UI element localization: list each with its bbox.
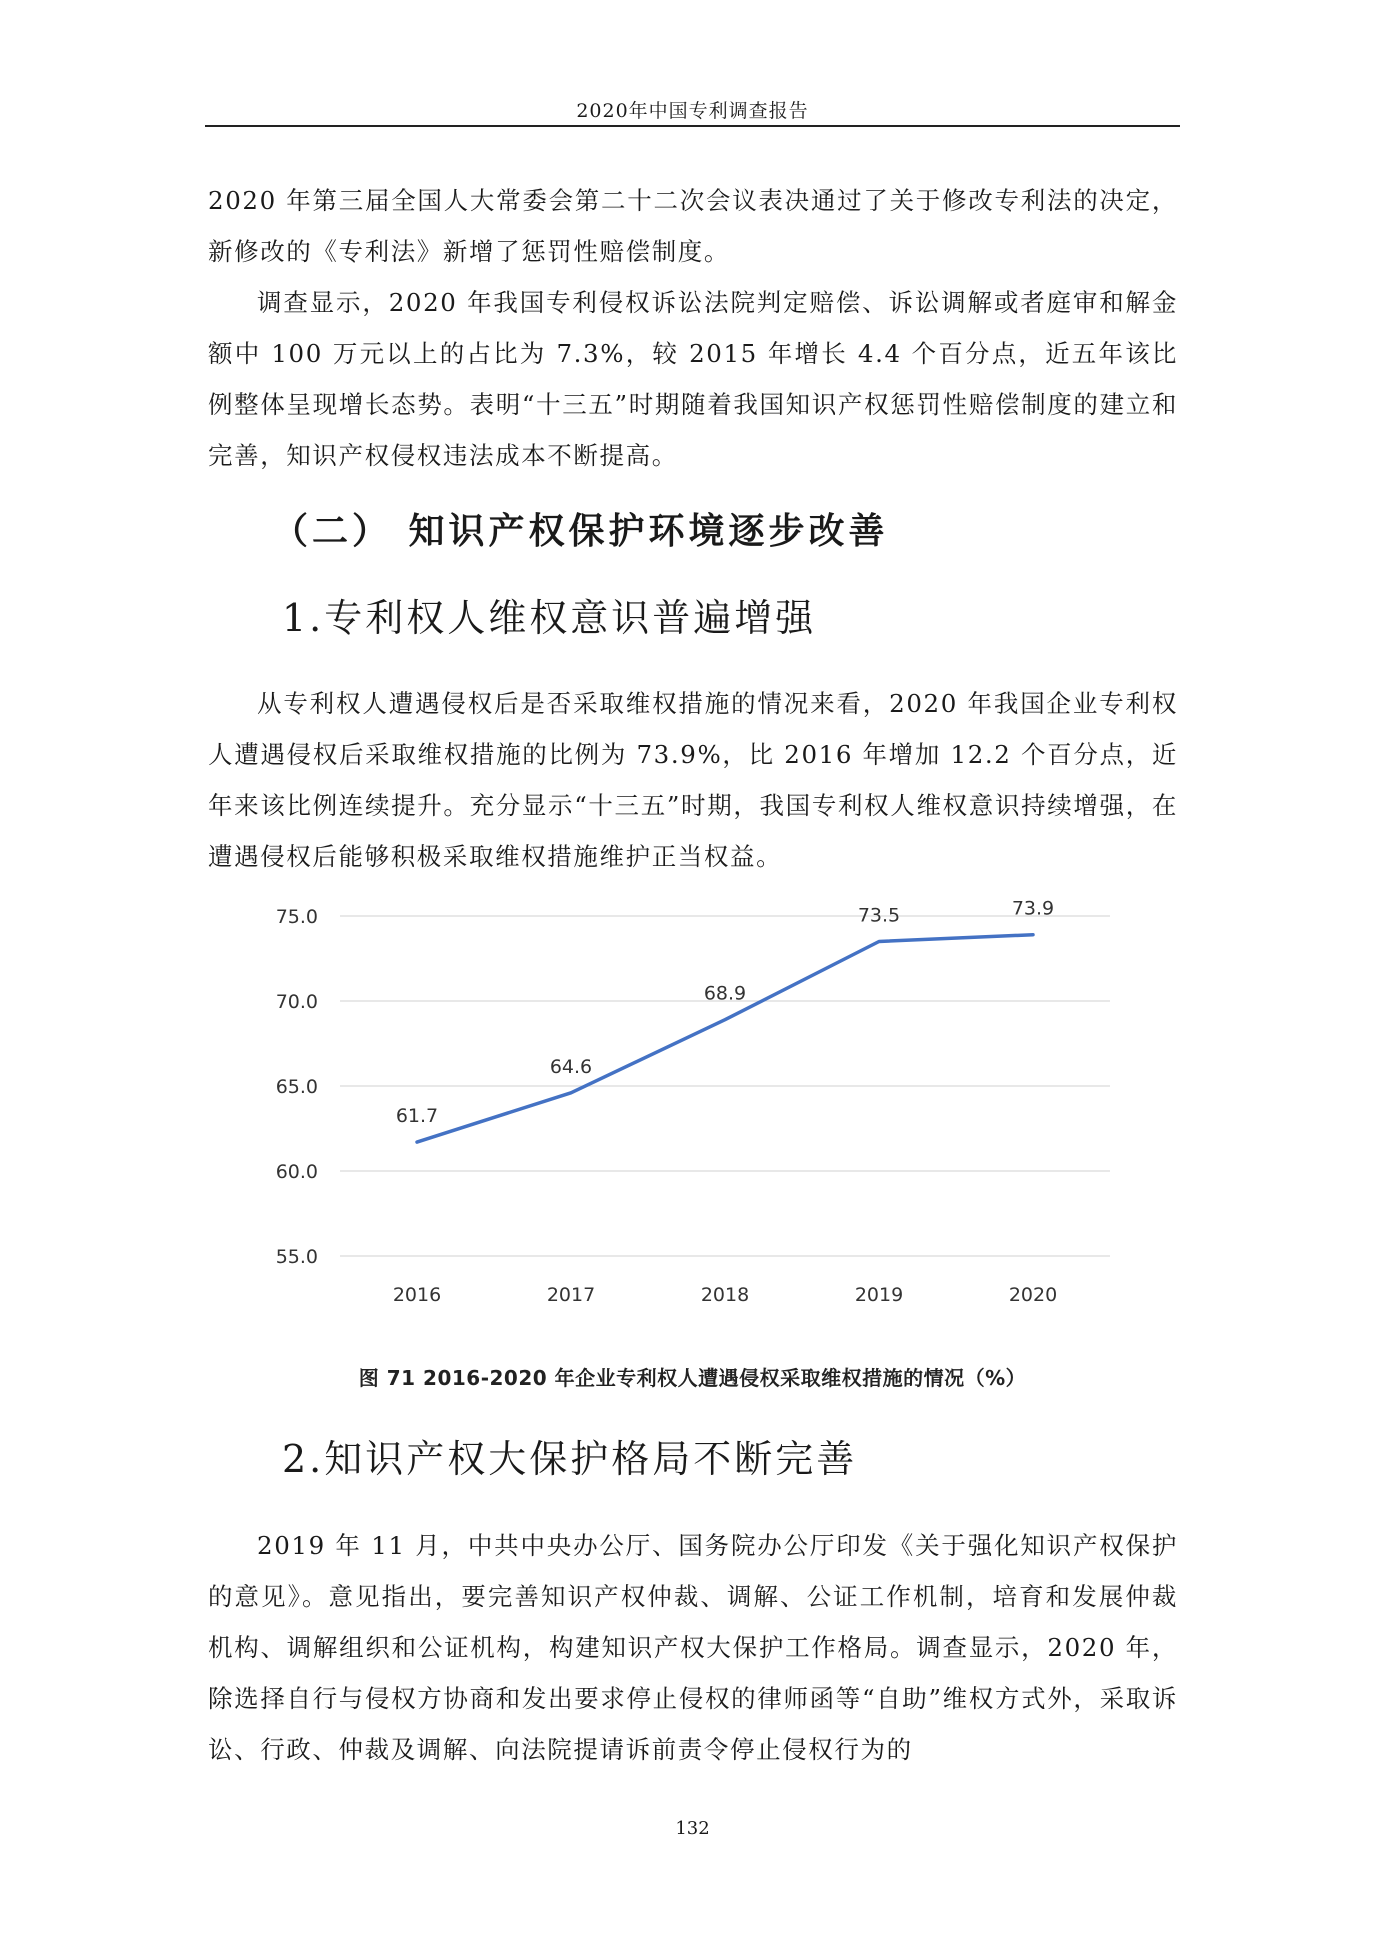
data-label: 68.9	[703, 982, 747, 1005]
y-tick-label: 70.0	[275, 991, 318, 1013]
header-rule	[205, 125, 1180, 127]
x-tick-label: 2019	[854, 1284, 904, 1306]
y-tick-label: 65.0	[275, 1076, 318, 1098]
x-tick-label: 2020	[1008, 1284, 1058, 1306]
data-label: 64.6	[549, 1055, 593, 1078]
x-tick-label: 2016	[392, 1284, 442, 1306]
data-label: 73.9	[1011, 897, 1055, 920]
page-number: 132	[675, 1818, 710, 1839]
x-tick-label: 2017	[546, 1284, 596, 1306]
line-chart	[260, 878, 1120, 1318]
paragraph-2: 调查显示，2020 年我国专利侵权诉讼法院判定赔偿、诉讼调解或者庭审和解金额中 100 万元以上的占比为 7.3%，较 2015 年增长 4.4 个百分点，近五年该比例整体呈现增长态势。表明“十三五”时期随着我国知识产权惩罚性赔偿制度的建立和完善，知识产权侵权违法成本不断提高。	[208, 288, 1178, 470]
running-header-title: 2020年中国专利调查报告	[576, 100, 809, 122]
subsection-heading-1: 1.专利权人维权意识普遍增强	[282, 596, 817, 640]
y-tick-label: 55.0	[275, 1246, 318, 1268]
section-heading: （二） 知识产权保护环境逐步改善	[272, 511, 889, 552]
data-label: 73.5	[857, 904, 901, 927]
series-line	[417, 935, 1033, 1142]
line-chart-svg	[260, 878, 1120, 1318]
paragraph-4: 2019 年 11 月，中共中央办公厅、国务院办公厅印发《关于强化知识产权保护的意见》。意见指出，要完善知识产权仲裁、调解、公证工作机制，培育和发展仲裁机构、调解组织和公证机构，构建知识产权大保护工作格局。调查显示，2020 年，除选择自行与侵权方协商和发出要求停止侵权的律师函等“自助”维权方式外，采取诉讼、行政、仲裁及调解、向法院提请诉前责令停止侵权行为的	[208, 1531, 1178, 1764]
paragraph-3: 从专利权人遭遇侵权后是否采取维权措施的情况来看，2020 年我国企业专利权人遭遇侵权后采取维权措施的比例为 73.9%，比 2016 年增加 12.2 个百分点，近年来该比例连续提升。充分显示“十三五”时期，我国专利权人维权意识持续增强，在遭遇侵权后能够积极采取维权措施维护正当权益。	[208, 689, 1178, 871]
data-label: 61.7	[395, 1105, 439, 1128]
y-tick-label: 75.0	[275, 906, 318, 928]
subsection-heading-2: 2.知识产权大保护格局不断完善	[282, 1437, 858, 1481]
y-tick-label: 60.0	[275, 1161, 318, 1183]
paragraph-1: 2020 年第三届全国人大常委会第二十二次会议表决通过了关于修改专利法的决定，新修改的《专利法》新增了惩罚性赔偿制度。	[208, 186, 1178, 266]
x-tick-label: 2018	[700, 1284, 750, 1306]
chart-caption: 图 71 2016-2020 年企业专利权人遭遇侵权采取维权措施的情况（%）	[358, 1366, 1027, 1390]
